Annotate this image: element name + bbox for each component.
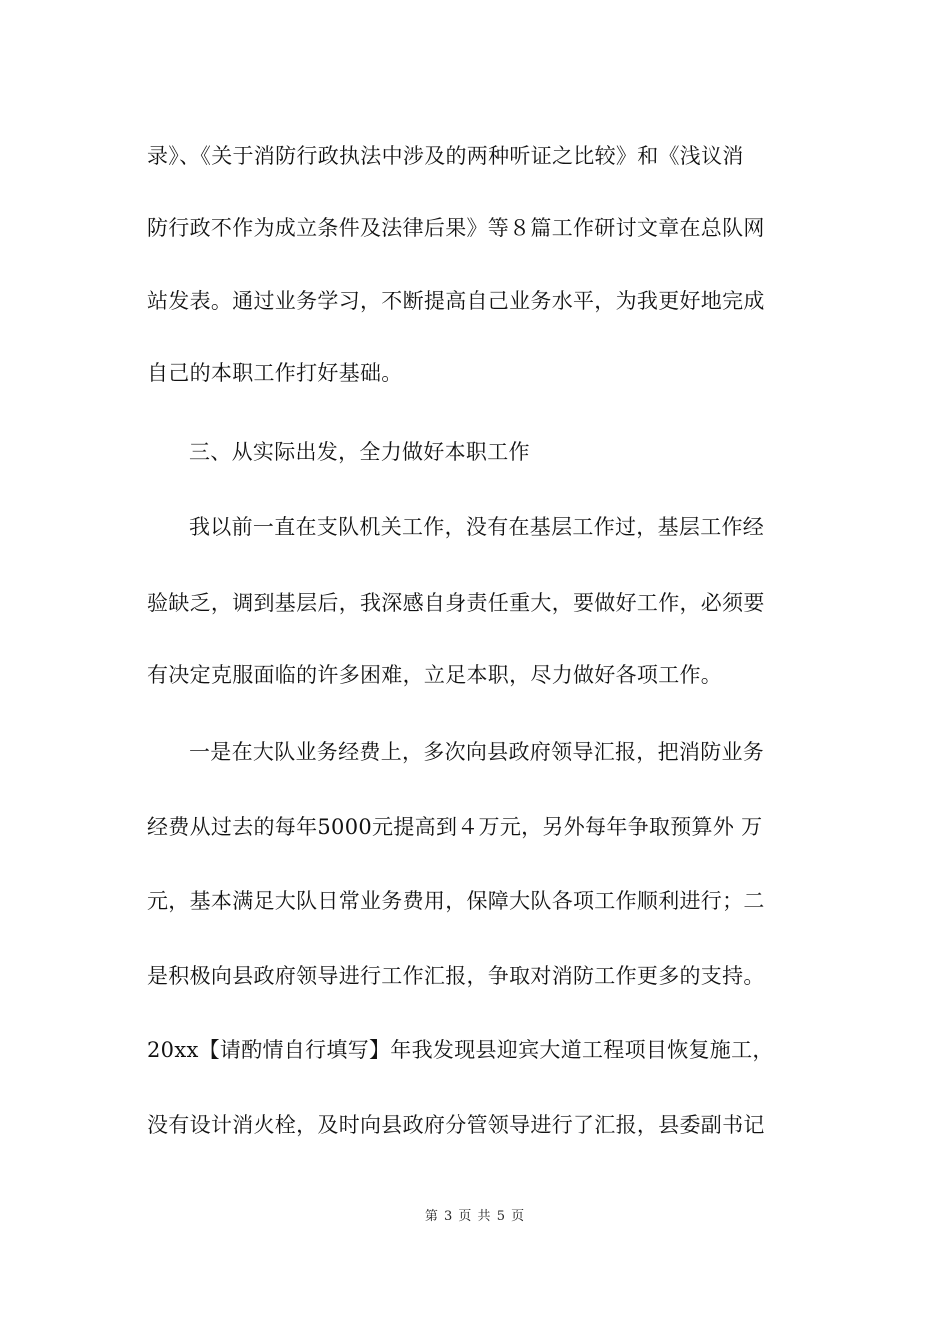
- text-line-7: 验缺乏，调到基层后，我深感自身责任重大，要做好工作，必须要: [147, 591, 765, 615]
- text-line-12: 是积极向县政府领导进行工作汇报，争取对消防工作更多的支持。: [147, 964, 765, 988]
- text-line-8: 有决定克服面临的许多困难，立足本职，尽力做好各项工作。: [147, 663, 723, 687]
- text-line-6: 我以前一直在支队机关工作，没有在基层工作过，基层工作经: [189, 515, 765, 539]
- text-line-1: 录》、《关于消防行政执法中涉及的两种听证之比较》和《浅议消: [147, 144, 744, 168]
- text-line-11: 元，基本满足大队日常业务费用，保障大队各项工作顺利进行；二: [147, 889, 765, 913]
- text-line-4: 自己的本职工作打好基础。: [147, 361, 403, 385]
- text-line-13: 20xx【请酌情自行填写】年我发现县迎宾大道工程项目恢复施工，: [147, 1038, 774, 1062]
- page-number-footer: 第 3 页 共 5 页: [424, 1209, 526, 1224]
- text-line-14: 没有设计消火栓，及时向县政府分管领导进行了汇报，县委副书记: [147, 1113, 765, 1137]
- text-line-3: 站发表。通过业务学习，不断提高自己业务水平，为我更好地完成: [147, 289, 765, 313]
- section-heading: 三、从实际出发，全力做好本职工作: [189, 440, 530, 464]
- text-line-9: 一是在大队业务经费上，多次向县政府领导汇报，把消防业务: [189, 740, 765, 764]
- text-line-10: 经费从过去的每年5000元提高到４万元，另外每年争取预算外 万: [147, 815, 763, 839]
- text-line-2: 防行政不作为成立条件及法律后果》等８篇工作研讨文章在总队网: [147, 216, 765, 240]
